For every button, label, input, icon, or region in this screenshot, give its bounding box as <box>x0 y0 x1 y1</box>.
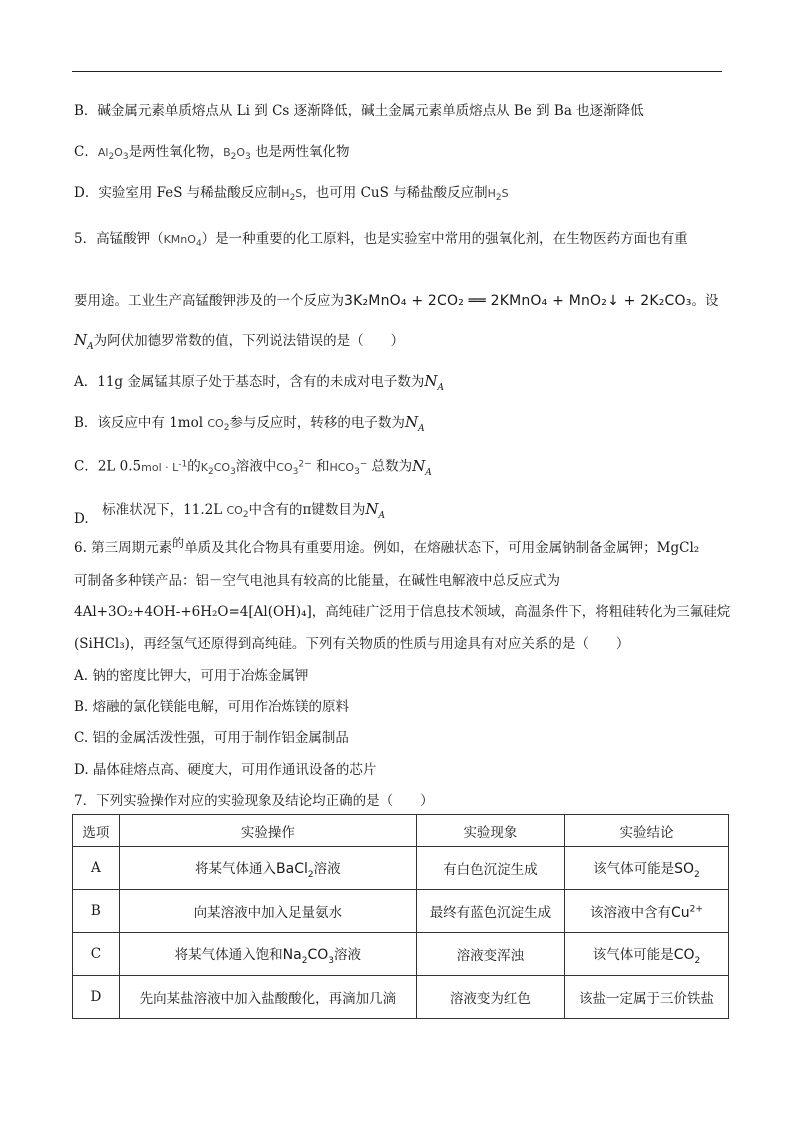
header-operation: 实验操作 <box>119 815 416 847</box>
table-row: D 先向某盐溶液中加入盐酸酸化，再滴加几滴 溶液变为红色 该盐一定属于三价铁盐 <box>73 976 729 1019</box>
q6-option-a: A. 钠的密度比钾大，可用于冶炼金属钾 <box>74 668 309 684</box>
option-b: B．碱金属元素单质熔点从 Li 到 Cs 逐渐降低，碱土金属元素单质熔点从 Be 到 Ba 也逐渐降低 <box>74 103 644 119</box>
formula-al2o3: $Al_2O_3$ <box>97 146 129 163</box>
q6-stem-line3: 4Al+3O₂+4OH-+6H₂O=4[Al(OH)₄]，高纯硅广泛用于信息技术领域，高温条件下，将粗硅转化为三氟硅烷 <box>74 604 731 620</box>
q6-option-d: D. 晶体硅熔点高、硬度大，可用作通讯设备的芯片 <box>74 762 377 778</box>
formula-h2s-2: $H_2S$ <box>487 187 509 204</box>
q5-option-d: D. 标准状况下，11.2L $CO_2$中含有的π键数目为$N_A$ <box>74 500 386 527</box>
q5-option-c: C．2L $0.5mol \cdot L^{-1}$的$K_2CO_3$溶液中$CO_3^{2-}$ 和$HCO_3^-$ 总数为$N_A$ <box>74 456 432 478</box>
reaction-equation: 3K₂MnO₄ + 2CO₂ ══ 2KMnO₄ + MnO₂↓ + 2K₂CO₃ <box>344 293 692 309</box>
q5-option-b: B．该反应中有 1mol $CO_2$参与反应时，转移的电子数为$N_A$ <box>74 413 425 434</box>
option-c: C．$Al_2O_3$是两性氧化物，$B_2O_3$ 也是两性氧化物 <box>74 144 350 163</box>
q6-stem-line1: 6. 第三周期元素的单质及其化合物具有重要用途。例如，在熔融状态下，可用金属钠制备金属钾；MgCl₂ <box>74 536 700 556</box>
option-d: D．实验室用 FeS 与稀盐酸反应制$H_2S$，也可用 CuS 与稀盐酸反应制$H_2S$ <box>74 185 509 204</box>
q5-stem-line2: 要用途。工业生产高锰酸钾涉及的一个反应为3K₂MnO₄ + 2CO₂ ══ 2KMnO₄ + MnO₂↓ + 2K₂CO₃。设 <box>74 293 719 309</box>
formula-kmno4: KMnO$_4$ <box>163 233 202 250</box>
q7-stem: 7．下列实验操作对应的实验现象及结论均正确的是（ ） <box>74 793 434 809</box>
header-rule <box>72 71 722 72</box>
q5-stem-line1: 5．高锰酸钾（KMnO$_4$）是一种重要的化工原料，也是实验室中常用的强氧化剂，在生物医药方面也有重 <box>74 231 688 250</box>
q6-option-b: B. 熔融的氯化镁能电解，可用作冶炼镁的原料 <box>74 699 350 715</box>
formula-b2o3: $B_2O_3$ <box>223 146 251 163</box>
experiment-table <box>72 814 729 1019</box>
avogadro-symbol: $N_A$ <box>74 331 94 352</box>
table-row: C 将某气体通入饱和$Na_2CO_3$溶液 溶液变浑浊 该气体可能是$CO_2$ <box>73 933 729 976</box>
q6-stem-line2: 可制备多种镁产品：铝－空气电池具有较高的比能量，在碱性电解液中总反应式为 <box>74 573 560 589</box>
header-phenomenon: 实验现象 <box>416 815 564 847</box>
q5-stem-line3: $N_A$为阿伏加德罗常数的值，下列说法错误的是（ ） <box>74 331 405 352</box>
table-row: B 向某溶液中加入足量氨水 最终有蓝色沉淀生成 该溶液中含有$Cu^{2+}$ <box>73 890 729 933</box>
formula-h2s: $H_2S$ <box>281 187 303 204</box>
header-option: 选项 <box>73 815 120 847</box>
header-conclusion: 实验结论 <box>564 815 728 847</box>
q5-option-a: A．11g 金属锰其原子处于基态时，含有的未成对电子数为$N_A$ <box>74 372 444 393</box>
table-header-row <box>73 815 729 847</box>
table-row: A 将某气体通入BaCl$_2$溶液 有白色沉淀生成 该气体可能是$SO_2$ <box>73 847 729 890</box>
q6-stem-line4: (SiHCl₃)，再经氢气还原得到高纯硅。下列有关物质的性质与用途具有对应关系的是（ ） <box>74 636 630 652</box>
q6-option-c: C. 铝的金属活泼性强，可用于制作铝金属制品 <box>74 730 349 746</box>
